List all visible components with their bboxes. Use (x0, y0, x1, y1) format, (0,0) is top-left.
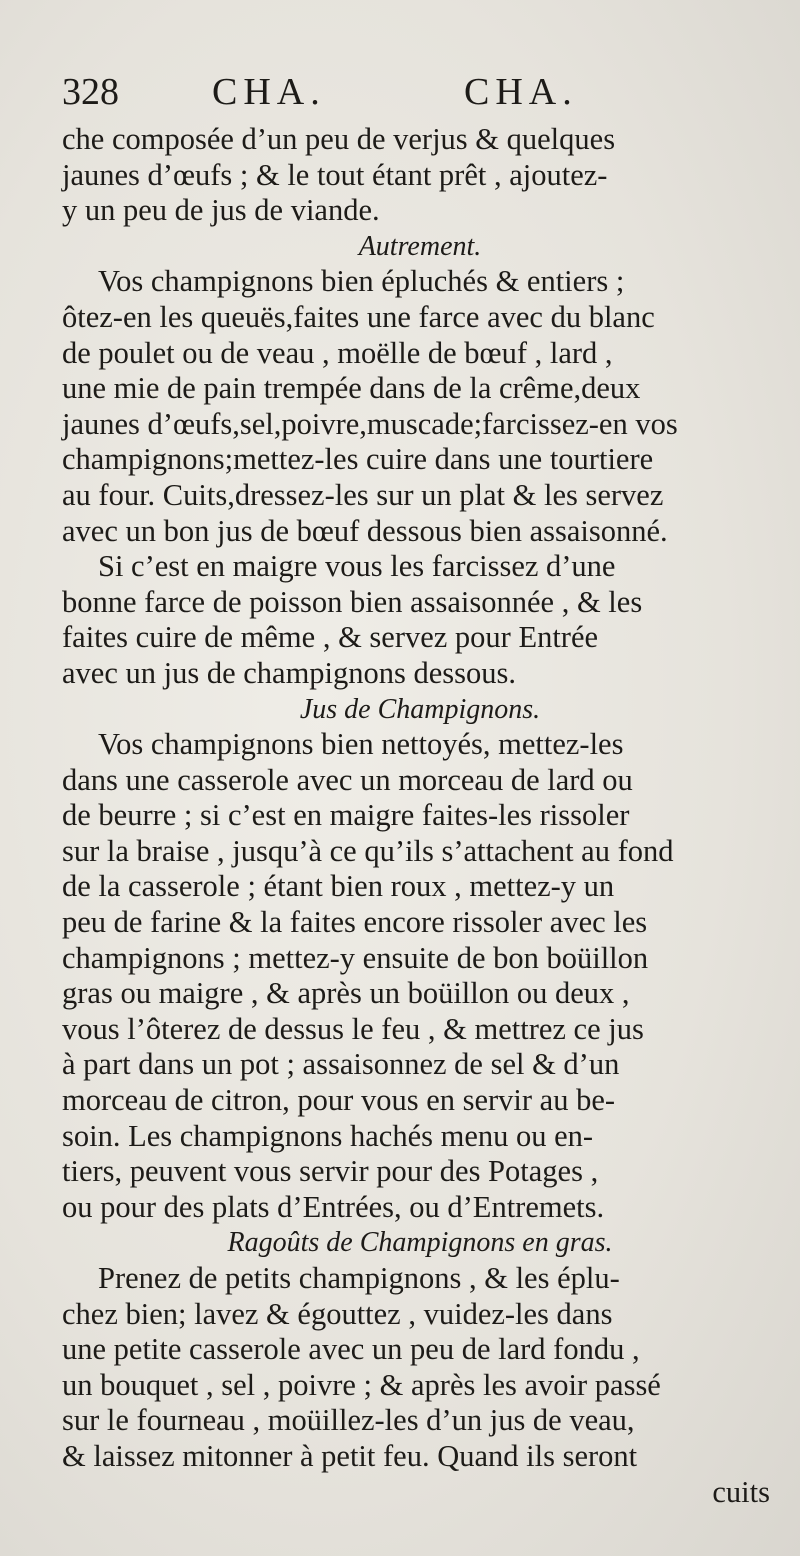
running-head-right: CHA. (464, 71, 578, 113)
text-line: gras ou maigre , & après un boüillon ou deux , (62, 976, 630, 1011)
text-line: champignons ; mettez-y ensuite de bon boüillon (62, 940, 649, 975)
text-line: une petite casserole avec un peu de lard fondu , (62, 1332, 640, 1367)
text-line: tiers, peuvent vous servir pour des Potages , (62, 1154, 599, 1189)
text-line: bonne farce de poisson bien assaisonnée , & les (62, 584, 643, 619)
page-number: 328 (62, 71, 119, 113)
text-line: à part dans un pot ; assaisonnez de sel & d’un (62, 1047, 620, 1082)
text-line: Si c’est en maigre vous les farcissez d’une (98, 549, 616, 584)
text-line: Prenez de petits champignons , & les éplu- (98, 1261, 620, 1295)
text-line: un bouquet , sel , poivre ; & après les avoir passé (62, 1367, 661, 1402)
section-heading: Jus de Champignons. (299, 693, 541, 725)
text-line: che composée d’un peu de verjus & quelques (62, 122, 616, 156)
text-line: avec un bon jus de bœuf dessous bien assaisonné. (62, 513, 668, 548)
running-head-left: CHA. (212, 71, 326, 113)
text-line: jaunes d’œufs ; & le tout étant prêt , ajoutez- (62, 157, 608, 192)
text-line: y un peu de jus de viande. (62, 193, 380, 228)
text-line: vous l’ôterez de dessus le feu , & mettrez ce jus (62, 1011, 644, 1046)
text-line: de beurre ; si c’est en maigre faites-les rissoler (62, 798, 630, 833)
text-line: de poulet ou de veau , moëlle de bœuf , lard , (62, 335, 613, 370)
text-line: chez bien; lavez & égouttez , vuidez-les dans (62, 1296, 613, 1331)
section-heading: Ragoûts de Champignons en gras. (227, 1227, 613, 1259)
page-header (62, 70, 778, 122)
text-line: Vos champignons bien nettoyés, mettez-les (98, 727, 624, 762)
text-line: & laissez mitonner à petit feu. Quand ils seront (62, 1438, 638, 1473)
text-line: de la casserole ; étant bien roux , mettez-y un (62, 869, 615, 904)
text-line: ou pour des plats d’Entrées, ou d’Entremets. (62, 1189, 605, 1224)
text-line: jaunes d’œufs,sel,poivre,muscade;farcissez-en vos (62, 406, 678, 441)
text-line: peu de farine & la faites encore rissoler avec les (62, 905, 648, 940)
text-line: une mie de pain trempée dans de la crême,deux (62, 371, 641, 406)
text-line: sur le fourneau , moüillez-les d’un jus de veau, (62, 1403, 635, 1438)
text-line: morceau de citron, pour vous en servir au be- (62, 1083, 616, 1118)
section-heading: Autrement. (358, 230, 482, 262)
text-line: Vos champignons bien épluchés & entiers ; (98, 264, 625, 299)
text-line: dans une casserole avec un morceau de lard ou (62, 762, 633, 797)
text-line: ôtez-en les queuës,faites une farce avec du blanc (62, 299, 655, 334)
text-line: champignons;mettez-les cuire dans une tourtiere (62, 442, 654, 477)
text-line: au four. Cuits,dressez-les sur un plat & les servez (62, 477, 664, 512)
text-line: soin. Les champignons hachés menu ou en- (62, 1118, 594, 1153)
text-body (62, 122, 778, 1510)
text-line: faites cuire de même , & servez pour Entrée (62, 620, 599, 655)
text-line: sur la braise , jusqu’à ce qu’ils s’attachent au fond (62, 833, 674, 868)
catchword: cuits (712, 1474, 770, 1509)
text-line: avec un jus de champignons dessous. (62, 655, 517, 690)
